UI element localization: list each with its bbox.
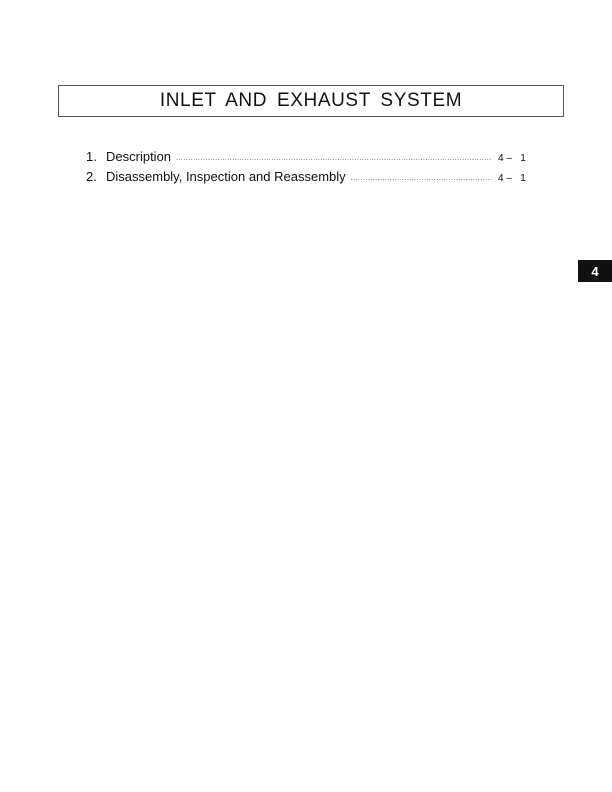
toc-item-page: 4 – 1: [498, 153, 526, 164]
toc-item-disassembly[interactable]: [86, 169, 540, 189]
toc-item-description[interactable]: [86, 149, 540, 169]
toc-item-page: 4 – 1: [498, 173, 526, 184]
section-tab-label: 4: [591, 263, 599, 279]
toc-item-label: Disassembly, Inspection and Reassembly: [106, 169, 346, 184]
toc-dot-leader: [351, 175, 492, 182]
table-of-contents: [86, 149, 540, 189]
toc-item-number: 2.: [86, 169, 97, 184]
toc-item-number: 1.: [86, 149, 97, 164]
section-tab: [578, 260, 612, 282]
section-title: INLET AND EXHAUST SYSTEM: [159, 90, 463, 111]
section-title-box: [58, 85, 564, 117]
toc-dot-leader: [176, 155, 492, 162]
toc-item-label: Description: [106, 149, 172, 164]
